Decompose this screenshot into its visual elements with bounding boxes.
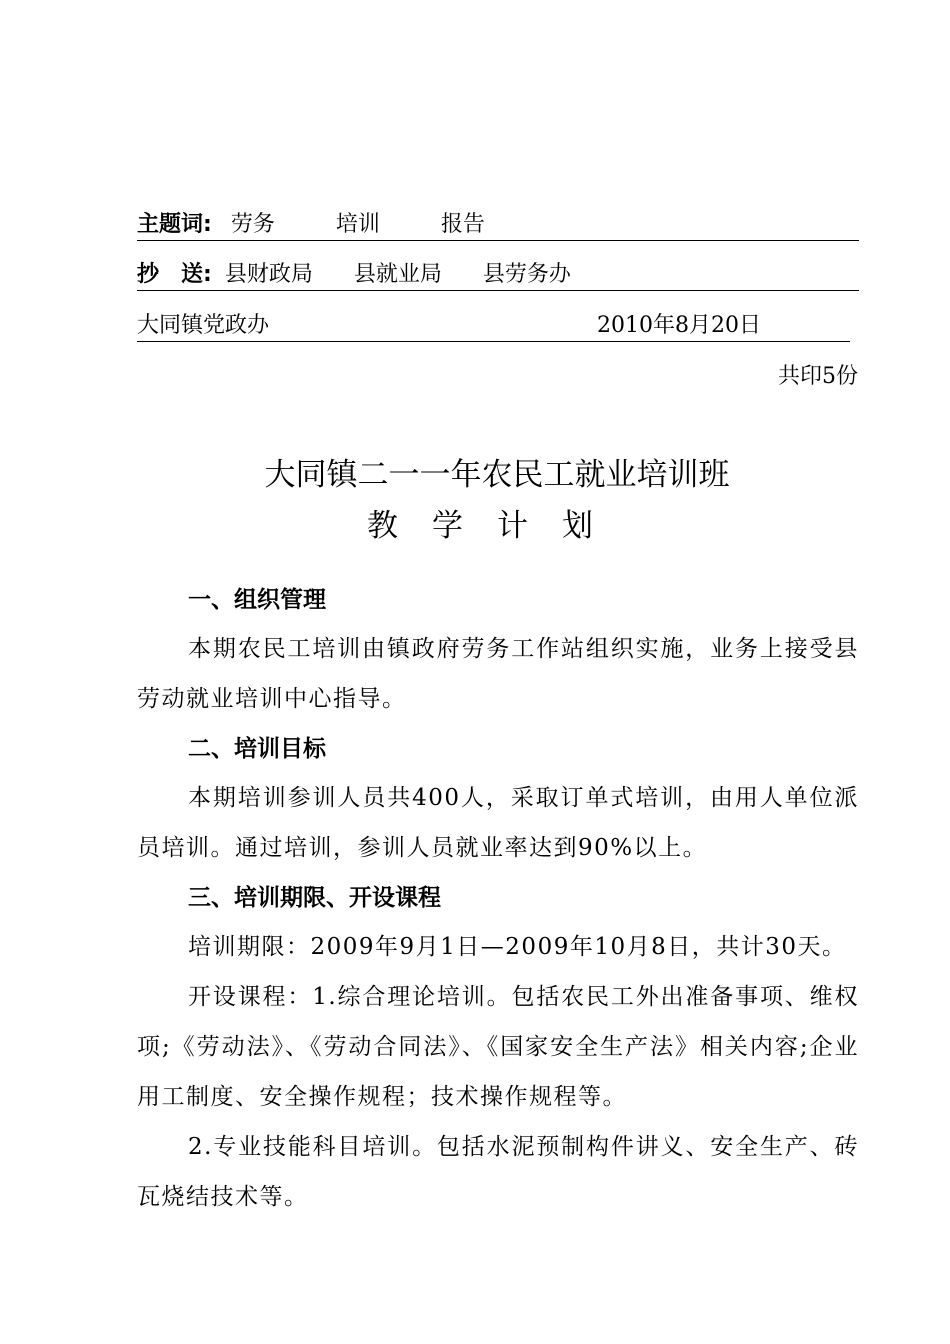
issuer-row (137, 313, 850, 342)
section-heading: 一、组织管理 (188, 587, 326, 613)
section-heading: 二、培训目标 (188, 736, 326, 762)
cc-label: 抄 送: (137, 262, 212, 287)
document-subtitle: 教学计划 (367, 508, 627, 544)
keyword-item: 报告 (440, 212, 485, 237)
cc-recipient: 县劳务办 (482, 262, 571, 287)
issuer: 大同镇党政办 (137, 313, 270, 338)
cc-row (137, 262, 859, 291)
keyword-item: 培训 (335, 212, 380, 237)
keywords-label: 主题词: (137, 212, 212, 237)
cc-recipient: 县财政局 (224, 262, 313, 287)
section-heading: 三、培训期限、开设课程 (188, 885, 441, 911)
cc-recipient: 县就业局 (353, 262, 442, 287)
issue-date: 2010年8月20日 (597, 313, 761, 338)
keywords-row (137, 212, 859, 241)
section-paragraph: 2.专业技能科目培训。包括水泥预制构件讲义、安全生产、砖瓦烧结技术等。 (137, 1134, 859, 1210)
keyword-item: 劳务 (230, 212, 275, 237)
section-paragraph: 培训期限：2009年9月1日—2009年10月8日，共计30天。 (188, 934, 847, 960)
section-paragraph: 本期培训参训人员共400人，采取订单式培训，由用人单位派员培训。通过培训，参训人员就业率达到90%以上。 (137, 785, 859, 861)
copies-count: 共印5份 (778, 364, 858, 389)
section-paragraph: 本期农民工培训由镇政府劳务工作站组织实施，业务上接受县劳动就业培训中心指导。 (137, 636, 859, 712)
document-title: 大同镇二一一年农民工就业培训班 (264, 457, 730, 493)
section-paragraph: 开设课程：1.综合理论培训。包括农民工外出准备事项、维权项;《劳动法》、《劳动合同法》、《国家安全生产法》相关内容;企业用工制度、安全操作规程；技术操作规程等。 (137, 984, 859, 1110)
